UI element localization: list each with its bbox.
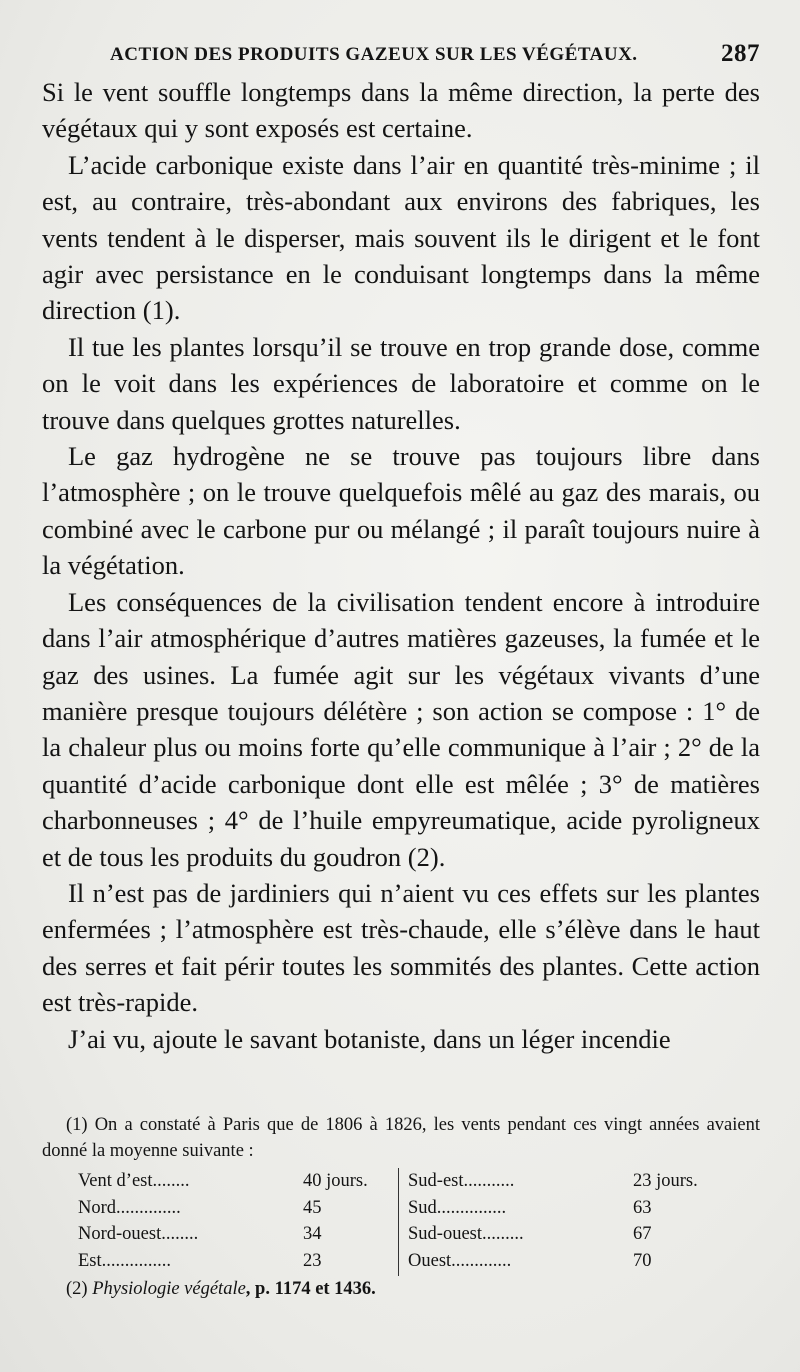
wind-row [78, 1221, 398, 1248]
wind-table-right-column [408, 1168, 708, 1274]
wind-days: 70 [633, 1250, 652, 1271]
wind-direction: Nord.............. [78, 1197, 181, 1218]
wind-row [408, 1248, 708, 1275]
footnotes [42, 1112, 760, 1302]
footnote-2-title: Physiologie végétale [92, 1279, 246, 1299]
wind-row [408, 1221, 708, 1248]
paragraph: Les conséquences de la civilisation tendent encore à introduire dans l’air atmosphérique d’autres matières gazeuses, la fumée et le gaz des usines. La fumée agit sur les végétaux vivants d’une manière presque toujours délétère ; son action se compose : 1° de la chaleur plus ou moins forte qu’elle communique à l’air ; 2° de la quantité d’acide carbonique dont elle est mêlée ; 3° de matières charbonneuses ; 4° de l’huile empyreumatique, acide pyroligneux et de tous les produits du goudron (2). [42, 586, 760, 872]
wind-direction: Sud-est........... [408, 1171, 515, 1191]
wind-direction: Nord-ouest........ [78, 1224, 199, 1244]
wind-row [78, 1248, 398, 1275]
wind-direction: Ouest............. [408, 1250, 512, 1271]
paragraph: J’ai vu, ajoute le savant botaniste, dans un léger incendie [68, 1023, 671, 1054]
wind-row [408, 1195, 708, 1222]
footnote-1: (1) On a constaté à Paris que de 1806 à 1826, les vents pendant ces vingt années avaient donné la moyenne suivante : [42, 1115, 760, 1161]
wind-days: 34 [303, 1224, 322, 1244]
paragraph: Il n’est pas de jardiniers qui n’aient vu ces effets sur les plantes enfermées ; l’atmosphère est très-chaude, elle s’élève dans le haut des serres et fait périr toutes les sommités des plantes. Cette action est très-rapide. [42, 877, 760, 1018]
wind-days: 23 jours. [633, 1171, 698, 1191]
running-header [110, 40, 760, 70]
wind-row [408, 1168, 708, 1195]
wind-table [78, 1168, 718, 1276]
footnote-2-number: (2) [66, 1279, 93, 1299]
wind-days: 23 [303, 1250, 322, 1271]
wind-direction: Sud-ouest......... [408, 1224, 524, 1244]
paragraph: Le gaz hydrogène ne se trouve pas toujours libre dans l’atmosphère ; on le trouve quelquefois mêlé au gaz des marais, ou combiné avec le carbone pur ou mélangé ; il paraît toujours nuire à la végétation. [42, 441, 760, 581]
paragraph: L’acide carbonique existe dans l’air en quantité très-minime ; il est, au contraire, très-abondant aux environs des fabriques, les vents tendent à le disperser, mais souvent ils le dirigent et le font agir avec persistance en le conduisant longtemps dans la même direction (1). [42, 149, 760, 326]
wind-days: 45 [303, 1197, 322, 1218]
wind-table-left-column [78, 1168, 399, 1276]
footnote-2-pages: , p. 1174 et 1436. [245, 1279, 376, 1299]
wind-direction: Vent d’est........ [78, 1171, 190, 1191]
paragraph: Si le vent souffle longtemps dans la même direction, la perte des végétaux qui y sont exposés est certaine. [42, 77, 760, 144]
wind-direction: Est............... [78, 1250, 172, 1271]
footnote-2 [42, 1276, 760, 1302]
wind-days: 40 jours. [303, 1171, 368, 1191]
page-number: 287 [721, 40, 760, 67]
wind-days: 67 [633, 1224, 652, 1244]
wind-row [78, 1168, 398, 1195]
paragraph: Il tue les plantes lorsqu’il se trouve en trop grande dose, comme on le voit dans les expériences de laboratoire et comme on le trouve dans quelques grottes naturelles. [42, 331, 760, 435]
wind-days: 63 [633, 1197, 652, 1218]
running-title: ACTION DES PRODUITS GAZEUX SUR LES VÉGÉTAUX. [110, 44, 638, 65]
wind-row [78, 1195, 398, 1222]
wind-direction: Sud............... [408, 1197, 507, 1218]
body-text [42, 74, 760, 1057]
